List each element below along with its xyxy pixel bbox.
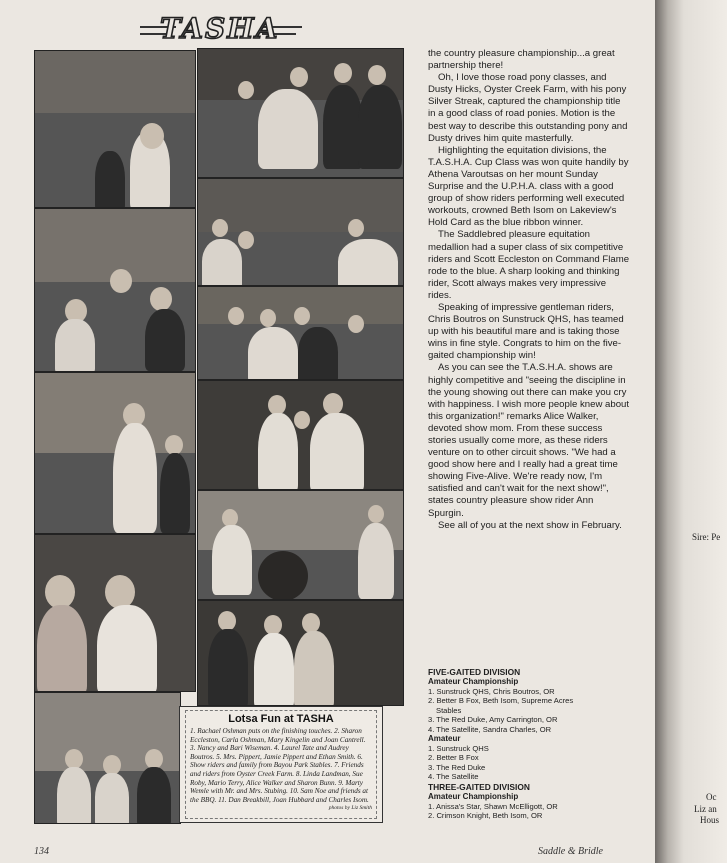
article-paragraph: As you can see the T.A.S.H.A. shows are highly competitive and "seeing the discipline in the young showing out there can make you cry with happiness. I wish more people knew about this organization!" remarks Alice Walker, devoted show mom. From these success stories usually come more, as these riders venture on to other circuit shows. "We had a good show here and I really had a great time showing Five-Alive. We're ready now, I'm satisfied and can't wait for the next show!", states country pleasure show rider Ann Spurgin. [428, 362, 630, 519]
results-entry-continued: Stables [436, 705, 462, 715]
magazine-name: Saddle & Bridle [538, 846, 603, 857]
results-division-heading: FIVE-GAITED DIVISION [428, 667, 521, 677]
photo-10 [197, 490, 404, 600]
caption-body: 1. Rachael Oshman puts on the finishing touches. 2. Sharon Eccleston, Carla Oshman, Mary Kingelin and Joan Cantrell. 3. Nancy and Bari Wiseman. 4. Laurel Tate and Audrey Boutros. 5. Mrs. Pippert, Jamie Pippert and Ethan Smith. 6. Show riders and family from Bayou Park Stables. 7. Friends and riders from Oyster Creek Farm. 8. Linda Landman, Sue Roby, Mario Terry, Alice Walker and Sharon Bunn. 9. Marty Wemle with Mr. and Mrs. Stubing. 10. Sam Noe and friends at the BBQ. 11. Dan Breakbill, Joan Hubbard and Charles Isom. [190, 727, 369, 804]
photo-4 [34, 534, 196, 692]
opposite-page-text: Liz an [694, 804, 717, 814]
results-entry: 3. The Red Duke [428, 762, 486, 772]
results-entry: 2. Better B Fox, Beth Isom, Supreme Acres [428, 696, 574, 706]
opposite-page-text: Sire: Pe [692, 532, 721, 542]
page-number: 134 [34, 846, 49, 857]
article-paragraph: Speaking of impressive gentleman riders, Chris Boutros on Sunstruck QHS, has teamed up with his beautiful mare and is taking those wins in fine style. Congrats to him on the five-gaited championship win! [428, 301, 624, 362]
section-logo: TASHA [160, 12, 280, 45]
results-entry: 4. The Satellite, Sandra Charles, OR [428, 724, 552, 734]
photo-2 [34, 208, 196, 372]
photo-caption-box [179, 706, 383, 823]
photo-7 [197, 178, 404, 286]
results-entry: 2. Better B Fox [428, 753, 479, 763]
article-column [428, 48, 630, 532]
photo-1 [34, 50, 196, 208]
results-entry: 2. Crimson Knight, Beth Isom, OR [428, 811, 543, 821]
results-class-heading: Amateur Championship [428, 791, 519, 801]
photo-credit: photos by Liz Smith [328, 805, 372, 812]
results-entry: 3. The Red Duke, Amy Carrington, OR [428, 715, 558, 725]
photo-6 [197, 48, 404, 178]
photo-5 [34, 692, 181, 824]
article-paragraph: the country pleasure championship...a great partnership there! [428, 48, 615, 72]
results-division-heading: THREE-GAITED DIVISION [428, 781, 530, 792]
article-paragraph: Highlighting the equitation divisions, the T.A.S.H.A. Cup Class was won quite handily by Athena Varoutsas on her mount Sunday Surprise and the U.P.H.A. class with a good group of show riders performing well executed workouts, crowned Beth Isom on Lakeview's Hold Card as the blue ribbon winner. [428, 144, 629, 229]
caption-text [190, 727, 372, 812]
photo-3 [34, 372, 196, 534]
photo-8 [197, 286, 404, 380]
article-paragraph: The Saddlebred pleasure equitation medallion had a super class of six competitive riders and Scott Eccleston on Command Flame rode to the blue. A sharp looking and thinking rider, Scott always makes very impressive rides. [428, 229, 630, 301]
results-class-heading: Amateur Championship [428, 677, 519, 686]
results-entry: 1. Anissa's Star, Shawn McElligott, OR [428, 801, 558, 811]
results-entry: 4. The Satellite [428, 772, 479, 782]
page-gutter [655, 0, 727, 863]
results-class-heading: Amateur [428, 734, 461, 744]
caption-title: Lotsa Fun at TASHA [228, 713, 334, 725]
photo-11 [197, 600, 404, 706]
results-entry: 1. Sunstruck QHS [428, 744, 489, 754]
photo-9 [197, 380, 404, 490]
article-paragraph: See all of you at the next show in February. [438, 519, 622, 531]
opposite-page-text: Hous [700, 815, 720, 825]
results-entry: 1. Sunstruck QHS, Chris Boutros, OR [428, 687, 555, 696]
article-paragraph: Oh, I love those road pony classes, and Dusty Hicks, Oyster Creek Farm, with his pony Silver Streak, captured the championship title in a good class of road ponies. Motion is the best way to describe this outstanding pony and Dusty drives him quite masterfully. [428, 72, 628, 144]
show-results [428, 667, 638, 820]
opposite-page-text: Oc [706, 792, 717, 802]
